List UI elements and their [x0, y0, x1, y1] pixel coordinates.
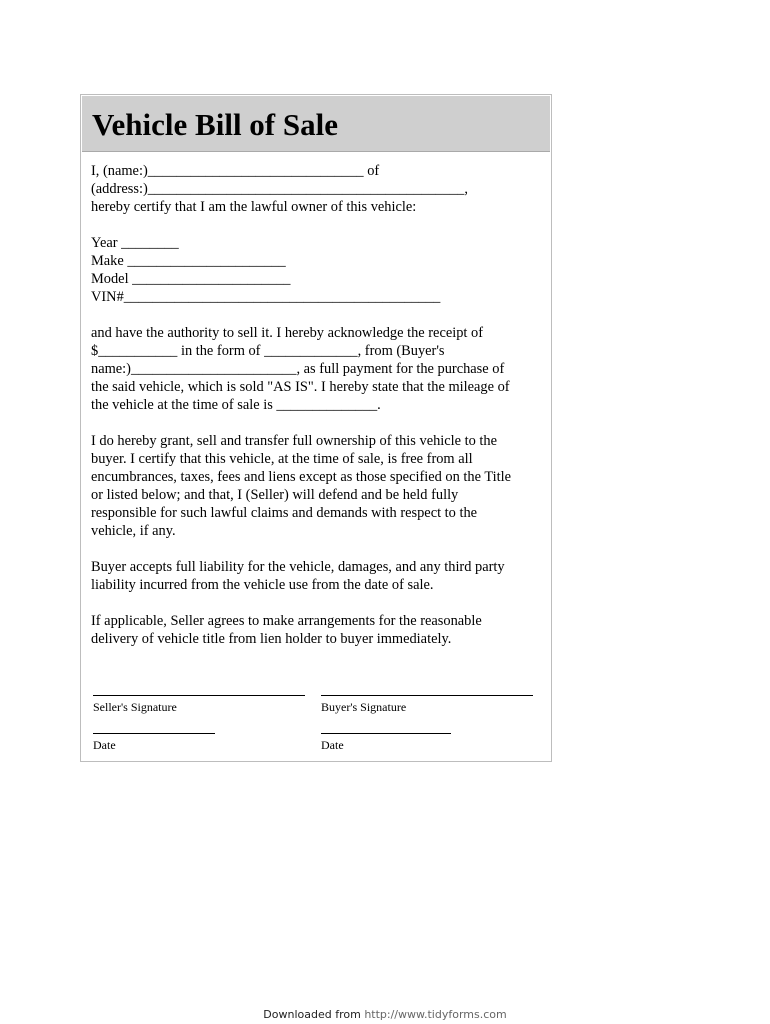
- payment-paragraph-line: the said vehicle, which is sold "AS IS". I hereby state that the mileage of: [91, 379, 510, 395]
- seller-date-line: [93, 733, 215, 734]
- buyer-signature-line: [321, 695, 533, 696]
- buyer-date-block[interactable]: [321, 733, 451, 753]
- download-footer: [0, 1008, 770, 1021]
- footer-url-link[interactable]: http://www.tidyforms.com: [364, 1008, 507, 1021]
- liability-paragraph-line: Buyer accepts full liability for the vehicle, damages, and any third party: [91, 559, 505, 575]
- buyer-date-label: Date: [321, 738, 344, 752]
- form-title: Vehicle Bill of Sale: [92, 107, 338, 142]
- footer-prefix: Downloaded from: [263, 1008, 361, 1021]
- spacer: [91, 414, 543, 432]
- spacer: [91, 594, 543, 612]
- payment-paragraph-line: the vehicle at the time of sale is ______________.: [91, 397, 381, 413]
- spacer: [91, 306, 543, 324]
- owner-name-line: I, (name:)______________________________ of: [91, 163, 380, 179]
- seller-signature-line: [93, 695, 305, 696]
- payment-paragraph-line: name:)_______________________, as full payment for the purchase of: [91, 361, 505, 377]
- transfer-paragraph-line: or listed below; and that, I (Seller) will defend and be held fully: [91, 487, 459, 503]
- spacer: [91, 216, 543, 234]
- payment-paragraph-line: and have the authority to sell it. I hereby acknowledge the receipt of: [91, 325, 483, 341]
- title-delivery-paragraph-line: delivery of vehicle title from lien holder to buyer immediately.: [91, 631, 452, 647]
- payment-paragraph-line: $___________ in the form of _____________, from (Buyer's: [91, 343, 445, 359]
- seller-date-label: Date: [93, 738, 116, 752]
- transfer-paragraph-line: vehicle, if any.: [91, 523, 176, 539]
- vehicle-model-line: Model ______________________: [91, 271, 291, 287]
- vehicle-vin-line: VIN#____________________________________________: [91, 289, 441, 305]
- title-delivery-paragraph-line: If applicable, Seller agrees to make arrangements for the reasonable: [91, 613, 482, 629]
- owner-address-line: (address:)____________________________________________,: [91, 181, 468, 197]
- spacer: [91, 540, 543, 558]
- seller-signature-label: Seller's Signature: [93, 700, 177, 714]
- buyer-date-line: [321, 733, 451, 734]
- title-bar: [82, 96, 550, 152]
- vehicle-year-line: Year ________: [91, 235, 179, 251]
- transfer-paragraph-line: responsible for such lawful claims and demands with respect to the: [91, 505, 478, 521]
- seller-date-block[interactable]: [93, 733, 215, 753]
- buyer-signature-block[interactable]: [321, 695, 533, 715]
- transfer-paragraph-line: I do hereby grant, sell and transfer full ownership of this vehicle to the: [91, 433, 498, 449]
- buyer-signature-label: Buyer's Signature: [321, 700, 407, 714]
- form-body: [91, 162, 543, 648]
- bill-of-sale-form: [80, 94, 552, 762]
- liability-paragraph-line: liability incurred from the vehicle use from the date of sale.: [91, 577, 434, 593]
- vehicle-make-line: Make ______________________: [91, 253, 286, 269]
- transfer-paragraph-line: encumbrances, taxes, fees and liens except as those specified on the Title: [91, 469, 511, 485]
- transfer-paragraph-line: buyer. I certify that this vehicle, at the time of sale, is free from all: [91, 451, 473, 467]
- owner-certify-line: hereby certify that I am the lawful owner of this vehicle:: [91, 199, 417, 215]
- seller-signature-block[interactable]: [93, 695, 305, 715]
